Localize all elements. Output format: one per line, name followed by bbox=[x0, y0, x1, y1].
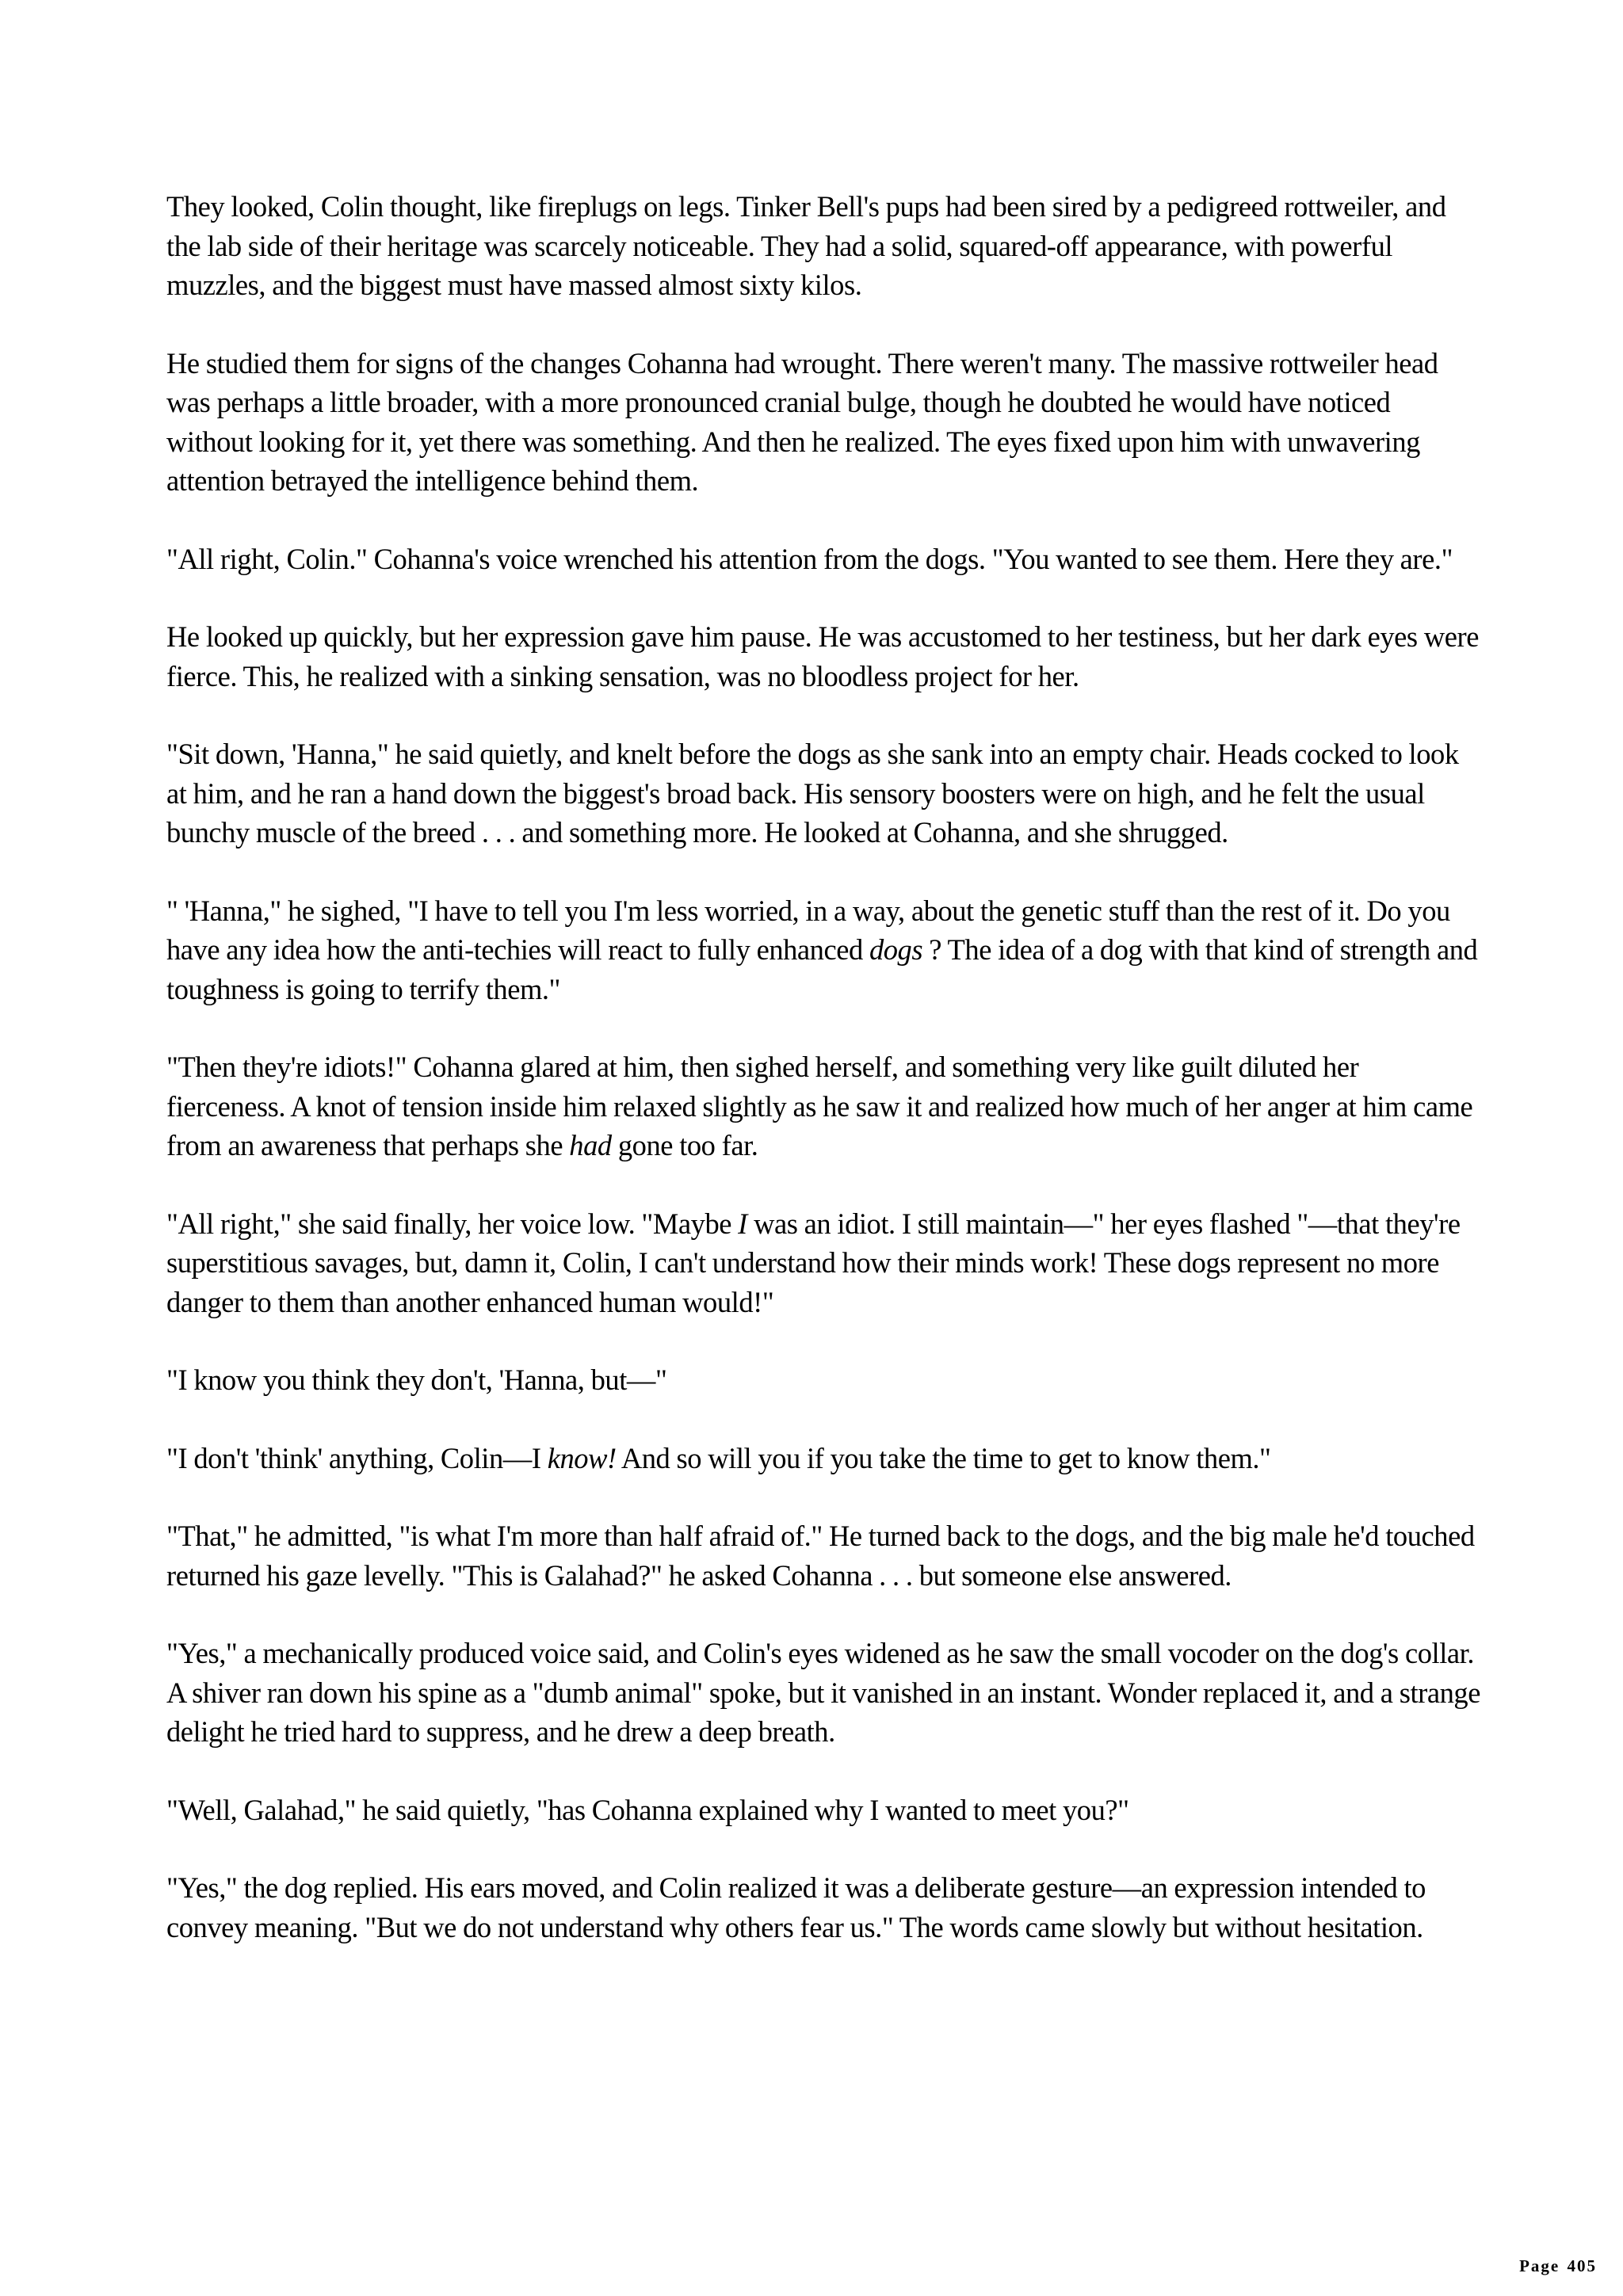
text-run: "Yes," the dog replied. His ears moved, and Colin realized it was a deliberate gesture—an expression intended to convey meaning. "But we do not understand why others fear us." The words came slowly but without hesitation. bbox=[166, 1871, 1426, 1943]
paragraph bbox=[166, 1204, 1482, 1322]
paragraph bbox=[166, 1516, 1482, 1595]
paragraph bbox=[166, 1360, 1482, 1400]
text-run: "Yes," a mechanically produced voice said, and Colin's eyes widened as he saw the small vocoder on the dog's collar. A shiver ran down his spine as a "dumb animal" spoke, but it vanished in an instant. Wonder replaced it, and a strange delight he tried hard to suppress, and he drew a deep breath. bbox=[166, 1637, 1480, 1748]
paragraph bbox=[166, 1868, 1482, 1947]
text-run: was an idiot. I still maintain—" her eyes flashed "—that they're superstitious savages, but, damn it, Colin, I can't understand how their minds work! These dogs represent no more danger to them than another enhanced human would!" bbox=[166, 1207, 1461, 1318]
paragraph bbox=[166, 540, 1482, 579]
text-run: And so will you if you take the time to get to know them." bbox=[616, 1441, 1271, 1474]
emphasized-text: I bbox=[738, 1207, 747, 1240]
emphasized-text: had bbox=[569, 1129, 612, 1161]
paragraph bbox=[166, 1047, 1482, 1165]
text-run: "Then they're idiots!" Cohanna glared at him, then sighed herself, and something very like guilt diluted her fierceness. A knot of tension inside him relaxed slightly as he saw it and realized how much of her anger at him came from an awareness that perhaps she bbox=[166, 1051, 1473, 1161]
emphasized-text: dogs bbox=[869, 933, 923, 966]
text-run: "All right," she said finally, her voice low. "Maybe bbox=[166, 1207, 739, 1240]
paragraph bbox=[166, 617, 1482, 696]
paragraph bbox=[166, 344, 1482, 501]
text-run: He studied them for signs of the changes Cohanna had wrought. There weren't many. The massive rottweiler head was perhaps a little broader, with a more pronounced cranial bulge, though he doubted he would have noticed without looking for it, yet there was something. And then he realized. The eyes fixed upon him with unwavering attention betrayed the intelligence behind them. bbox=[166, 346, 1438, 497]
paragraph bbox=[166, 734, 1482, 852]
paragraph bbox=[166, 891, 1482, 1009]
page-number: Page 405 bbox=[1519, 2256, 1597, 2275]
text-run: gone too far. bbox=[611, 1129, 758, 1161]
text-run: "I know you think they don't, 'Hanna, but—" bbox=[166, 1363, 667, 1396]
text-run: "Well, Galahad," he said quietly, "has Cohanna explained why I wanted to meet you?" bbox=[166, 1793, 1129, 1826]
paragraph bbox=[166, 187, 1482, 305]
paragraph bbox=[166, 1791, 1482, 1830]
body-text bbox=[166, 187, 1482, 1985]
text-run: " 'Hanna," he sighed, "I have to tell you I'm less worried, in a way, about the genetic stuff than the rest of it. Do you have any idea how the anti-techies will react to fully enhanced bbox=[166, 894, 1450, 966]
text-run: "That," he admitted, "is what I'm more than half afraid of." He turned back to the dogs, and the big male he'd touched returned his gaze levelly. "This is Galahad?" he asked Cohanna . . . but someone else answered. bbox=[166, 1520, 1475, 1592]
text-run: "I don't 'think' anything, Colin—I bbox=[166, 1441, 548, 1474]
text-run: "All right, Colin." Cohanna's voice wrenched his attention from the dogs. "You wanted to see them. Here they are." bbox=[166, 542, 1453, 575]
text-run: "Sit down, 'Hanna," he said quietly, and knelt before the dogs as she sank into an empty chair. Heads cocked to look at him, and he ran a hand down the biggest's broad back. His sensory boosters were on high, and he felt the usual bunchy muscle of the breed . . . and something more. He looked at Cohanna, and she shrugged. bbox=[166, 738, 1459, 849]
text-run: They looked, Colin thought, like fireplugs on legs. Tinker Bell's pups had been sired by a pedigreed rottweiler, and the lab side of their heritage was scarcely noticeable. They had a solid, squared-off appearance, with powerful muzzles, and the biggest must have massed almost sixty kilos. bbox=[166, 190, 1446, 301]
text-run: ? The idea of a dog with that kind of strength and toughness is going to terrify them." bbox=[166, 933, 1478, 1005]
text-run: He looked up quickly, but her expression gave him pause. He was accustomed to her testiness, but her dark eyes were fierce. This, he realized with a sinking sensation, was no bloodless project for her. bbox=[166, 620, 1479, 692]
paragraph bbox=[166, 1439, 1482, 1478]
emphasized-text: know! bbox=[547, 1441, 617, 1474]
paragraph bbox=[166, 1634, 1482, 1752]
